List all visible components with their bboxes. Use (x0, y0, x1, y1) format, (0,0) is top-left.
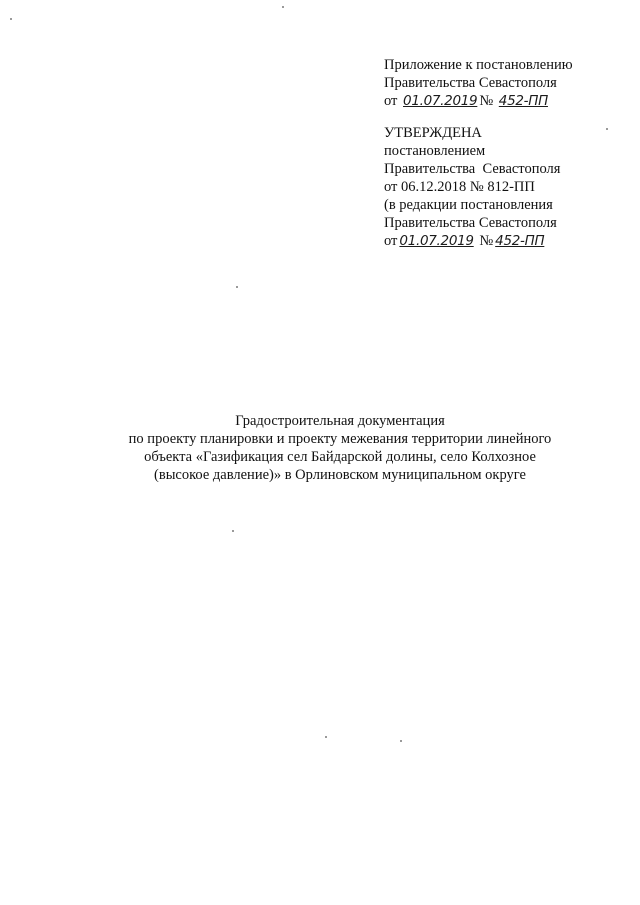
approved-heading: УТВЕРЖДЕНА (384, 125, 482, 141)
scan-speck (606, 128, 608, 130)
approved-line-5: Правительства Севастополя (384, 215, 557, 231)
scan-speck (236, 286, 238, 288)
annex-line-2: Правительства Севастополя (384, 75, 557, 91)
annex-handwritten-number: 452-ПП (498, 93, 548, 109)
approved-line-1: постановлением (384, 143, 486, 159)
annex-from-prefix: от (384, 93, 398, 109)
scan-speck (325, 736, 327, 738)
approved-block (384, 124, 624, 250)
approved-handwritten-date: 01.07.2019 (399, 233, 474, 249)
approved-number-sign: № (479, 233, 494, 249)
title-line-4: (высокое давление)» в Орлиновском муниципальном округе (154, 467, 526, 483)
approved-handwritten-number: 452-ПП (495, 233, 545, 249)
document-title (80, 412, 600, 484)
annex-handwritten-date: 01.07.2019 (403, 93, 478, 109)
scan-speck (10, 18, 12, 20)
approved-from-prefix: от (384, 233, 398, 249)
approved-line-3: от 06.12.2018 № 812-ПП (384, 179, 535, 195)
title-line-1: Градостроительная документация (235, 413, 445, 429)
approved-date-line (384, 232, 624, 250)
annex-date-line (384, 92, 624, 110)
title-line-2: по проекту планировки и проекту межевания территории линейного (128, 431, 552, 447)
approved-line-4: (в редакции постановления (384, 197, 553, 213)
annex-line-1: Приложение к постановлению (384, 57, 573, 73)
scan-speck (282, 6, 284, 8)
scan-speck (232, 530, 234, 532)
approved-line-2: Правительства Севастополя (384, 161, 561, 177)
annex-number-sign: № (479, 93, 494, 109)
scan-speck (400, 740, 402, 742)
annex-block (384, 56, 624, 110)
title-line-3: объекта «Газификация сел Байдарской долины, село Колхозное (144, 449, 536, 465)
